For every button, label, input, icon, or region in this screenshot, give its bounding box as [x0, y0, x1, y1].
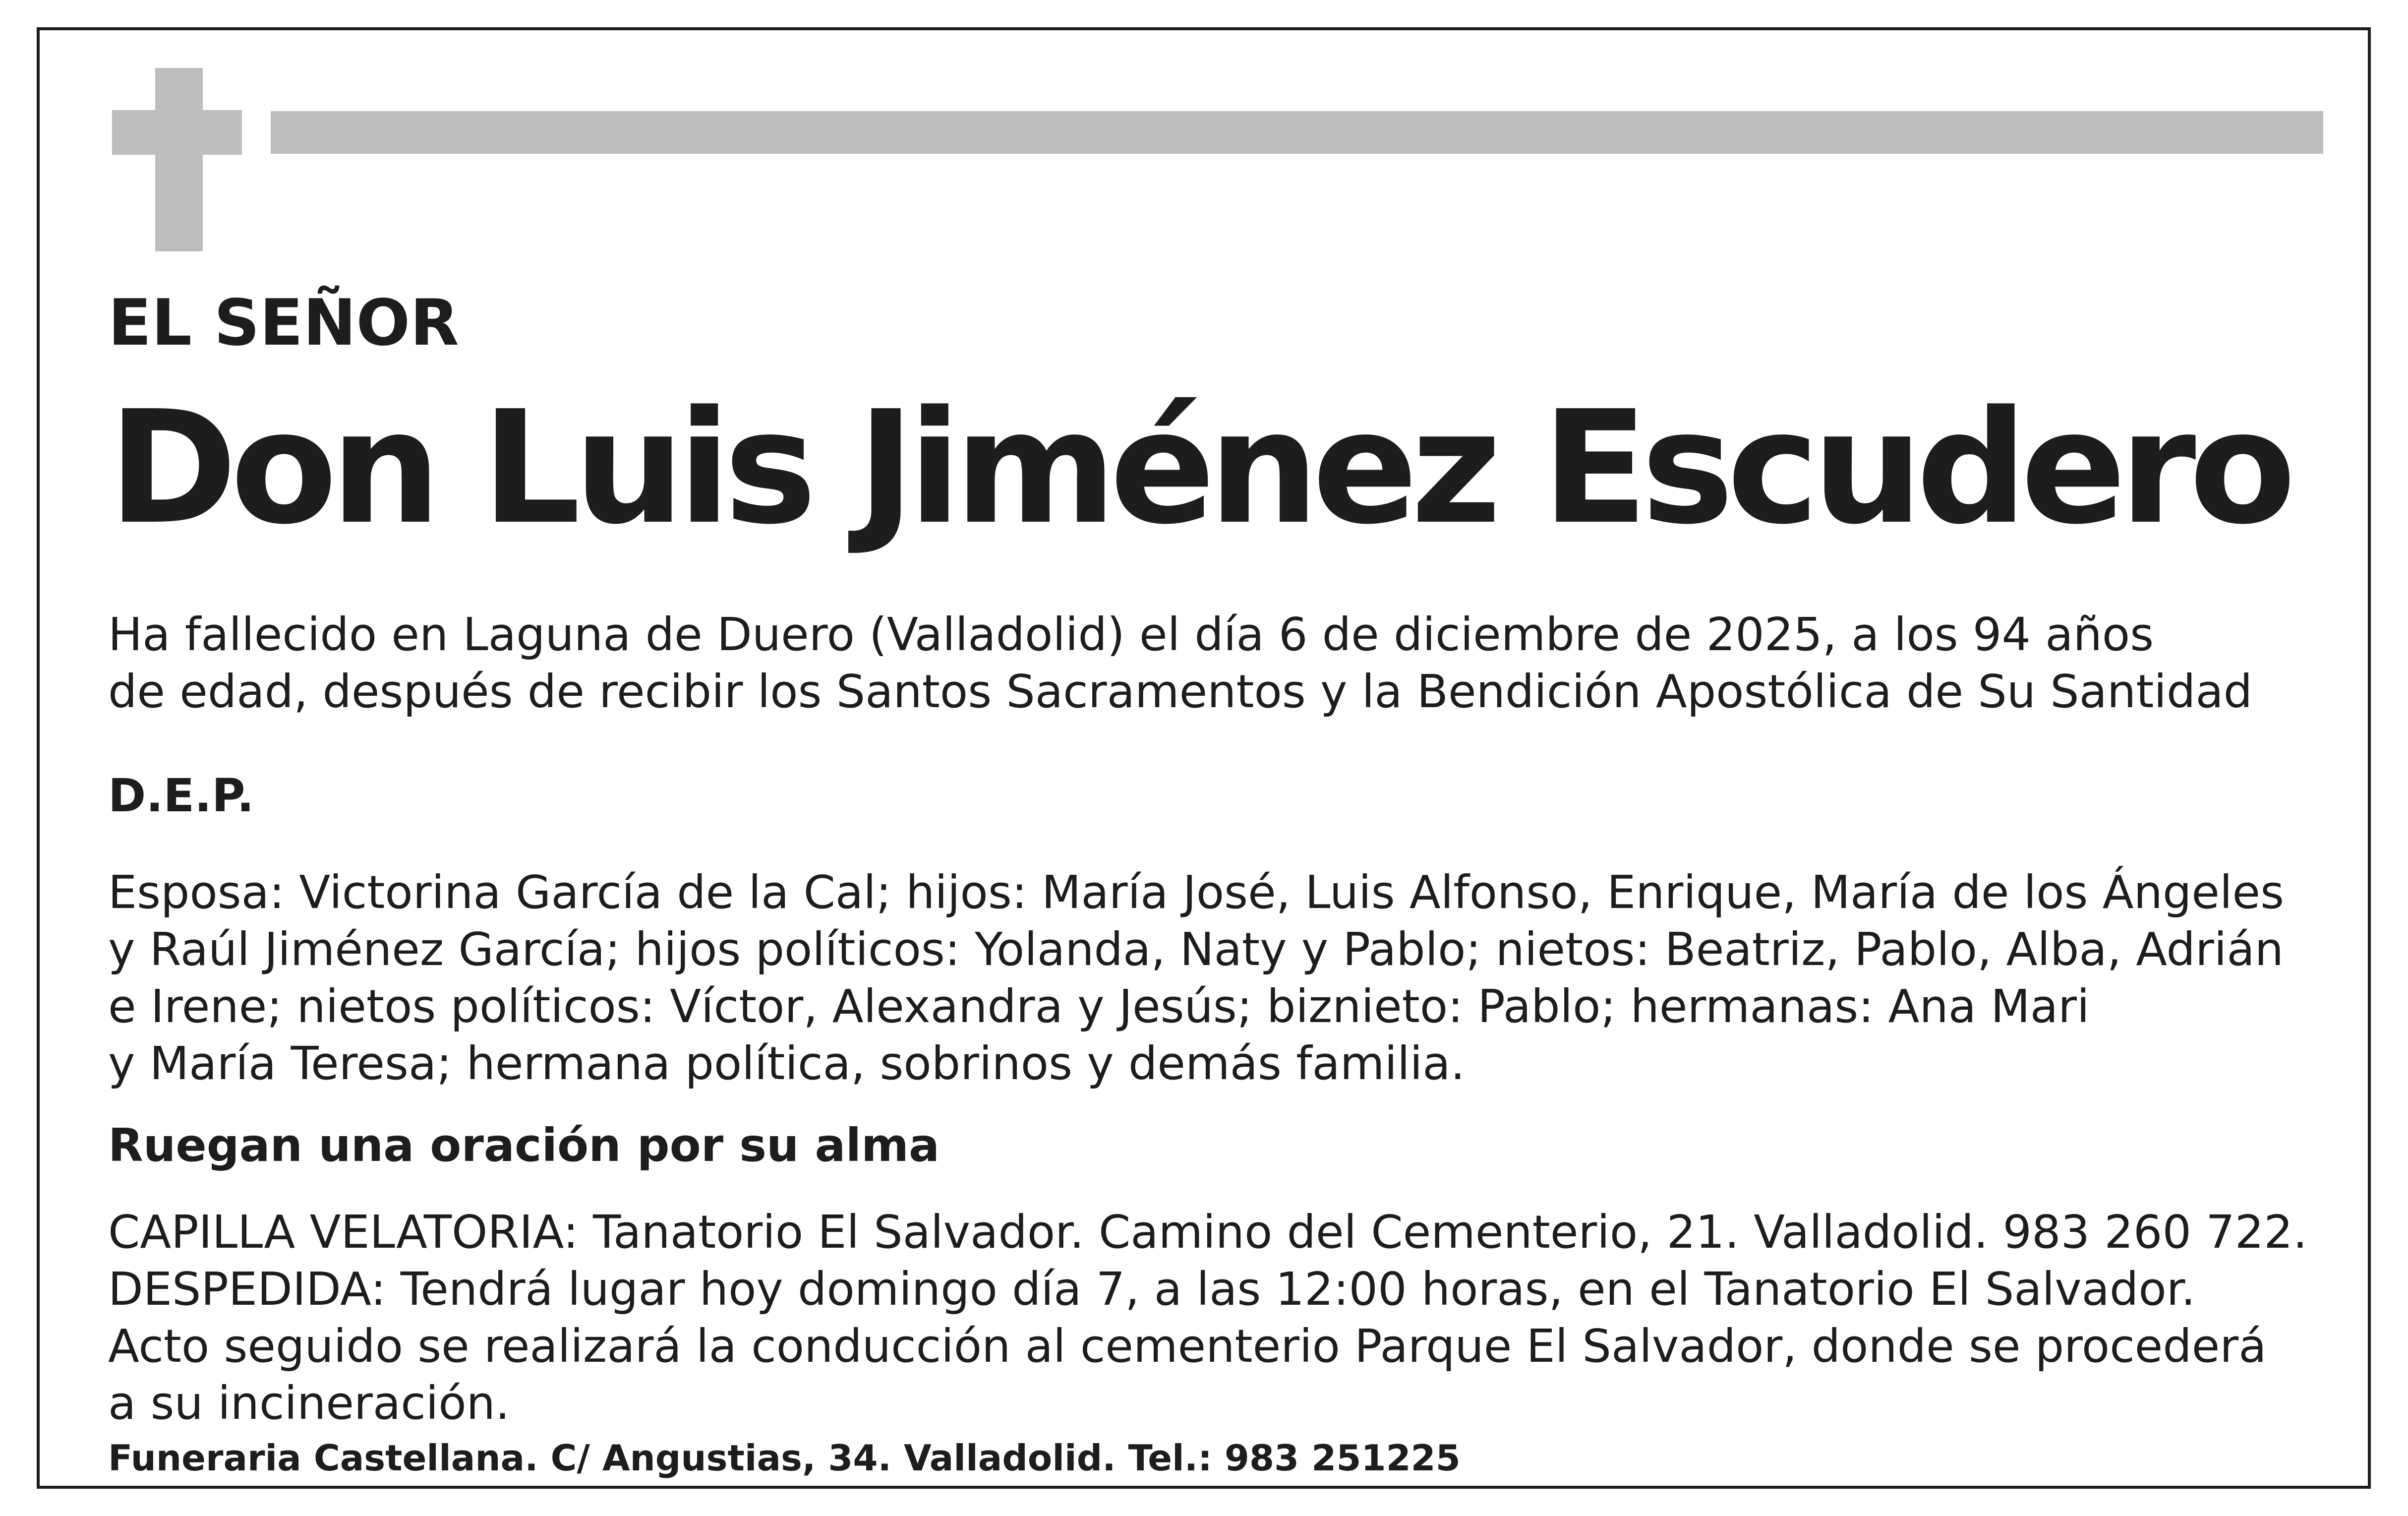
header-rule [271, 111, 2323, 154]
ceremony-line: a su incineración. [108, 1377, 510, 1430]
family-line: Esposa: Victorina García de la Cal; hijos: María José, Luis Alfonso, Enrique, María de los Ángeles [108, 866, 2285, 919]
ceremony-line: CAPILLA VELATORIA: Tanatorio El Salvador. Camino del Cementerio, 21. Valladolid. 983 260 722. [108, 1206, 2308, 1259]
death-line: Ha fallecido en Laguna de Duero (Valladolid) el día 6 de diciembre de 2025, a los 94 años [108, 608, 2154, 661]
family-line: y María Teresa; hermana política, sobrinos y demás familia. [108, 1037, 1465, 1090]
death-line: de edad, después de recibir los Santos Sacramentos y la Bendición Apostólica de Su Santidad [108, 665, 2253, 718]
ceremony-line: DESPEDIDA: Tendrá lugar hoy domingo día 7, a las 12:00 horas, en el Tanatorio El Salvador. [108, 1263, 2196, 1316]
family-line: e Irene; nietos políticos: Víctor, Alexandra y Jesús; biznieto: Pablo; hermanas: Ana Mari [108, 980, 2090, 1033]
cross-horizontal-bar [112, 110, 242, 155]
cross-vertical-bar [155, 68, 203, 251]
deceased-name: Don Luis Jiménez Escudero [108, 378, 2290, 559]
honorific: EL SEÑOR [108, 286, 459, 360]
dep-text: D.E.P. [108, 769, 254, 822]
family-line: y Raúl Jiménez García; hijos políticos: Yolanda, Naty y Pablo; nietos: Beatriz, Pablo, Alba, Adrián [108, 923, 2284, 976]
ceremony-line: Acto seguido se realizará la conducción al cementerio Parque El Salvador, donde se procederá [108, 1320, 2267, 1373]
prayer-request: Ruegan una oración por su alma [108, 1119, 940, 1172]
funeral-home-footer: Funeraria Castellana. C/ Angustias, 34. Valladolid. Tel.: 983 251225 [108, 1437, 1461, 1479]
